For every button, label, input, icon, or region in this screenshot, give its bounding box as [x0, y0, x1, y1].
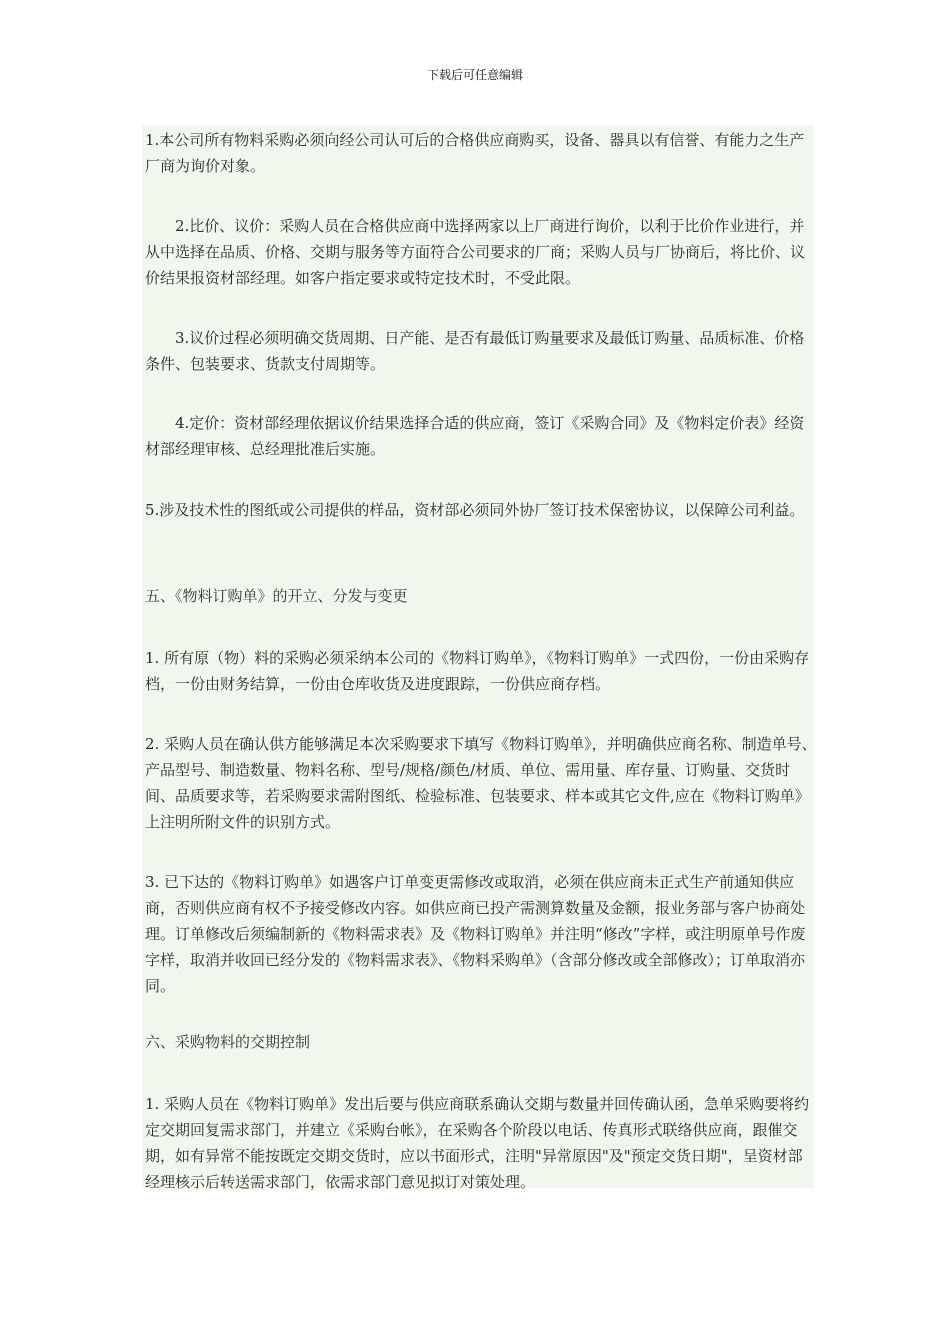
paragraph-delivery-follow-up: 1. 采购人员在《物料订购单》发出后要与供应商联系确认交期与数量并回传确认函，急单采购要将约定交期回复需求部门，并建立《采购台帐》，在采购各个阶段以电话、传真形式联络供应商，跟催交期，如有异常不能按既定交期交货时，应以书面形式，注明"异常原因"及"预定交货日期"，呈资材部经理核示后转送需求部门，依需求部门意见拟订对策处理。 [145, 1095, 810, 1191]
paragraph-price-comparison: 2.比价、议价：采购人员在合格供应商中选择两家以上厂商进行询价，以利于比价作业进行，并从中选择在品质、价格、交期与服务等方面符合公司要求的厂商；采购人员与厂协商后，将比价、议价结果报资材部经理。如客户指定要求或特定技术时，不受此限。 [145, 217, 806, 287]
paragraph-order-form-filling: 2. 采购人员在确认供方能够满足本次采购要求下填写《物料订购单》，并明确供应商名称、制造单号、产品型号、制造数量、物料名称、型号/规格/颜色/材质、单位、需用量、库存量、订购量、交货时间、品质要求等，若采购要求需附图纸、检验标准、包装要求、样本或其它文件,应在《物料订购单》上注明所附文件的识别方式。 [145, 735, 817, 831]
section-heading-order-form: 五、《物料订购单》的开立、分发与变更 [145, 587, 408, 605]
section-heading-delivery-control: 六、采购物料的交期控制 [145, 1033, 311, 1051]
paragraph-order-form-copies: 1. 所有原（物）料的采购必须采纳本公司的《物料订购单》，《物料订购单》一式四份，一份由采购存档，一份由财务结算，一份由仓库收货及进度跟踪，一份供应商存档。 [145, 649, 810, 693]
paragraph-supplier-purchase: 1.本公司所有物料采购必须向经公司认可后的合格供应商购买，设备、器具以有信誉、有能力之生产厂商为询价对象。 [145, 131, 805, 175]
paragraph-pricing: 4.定价：资材部经理依据议价结果选择合适的供应商，签订《采购合同》及《物料定价表》经资材部经理审核、总经理批准后实施。 [145, 414, 805, 458]
paragraph-confidentiality: 5.涉及技术性的图纸或公司提供的样品，资材部必须同外协厂签订技术保密协议，以保障公司利益。 [145, 501, 805, 519]
document-body [142, 125, 817, 1191]
paragraph-order-changes: 3. 已下达的《物料订购单》如遇客户订单变更需修改或取消，必须在供应商未正式生产前通知供应商，否则供应商有权不予接受修改内容。如供应商已投产需测算数量及金额，报业务部与客户协商处理。订单修改后须编制新的《物料需求表》及《物料订购单》并注明“修改”字样，或注明原单号作废字样，取消并收回已经分发的《物料需求表》、《物料采购单》（含部分修改或全部修改）；订单取消亦同。 [145, 873, 806, 995]
header-note: 下载后可任意编辑 [426, 68, 523, 82]
paragraph-negotiation-process: 3.议价过程必须明确交货周期、日产能、是否有最低订购量要求及最低订购量、品质标准、价格条件、包装要求、货款支付周期等。 [145, 329, 805, 373]
